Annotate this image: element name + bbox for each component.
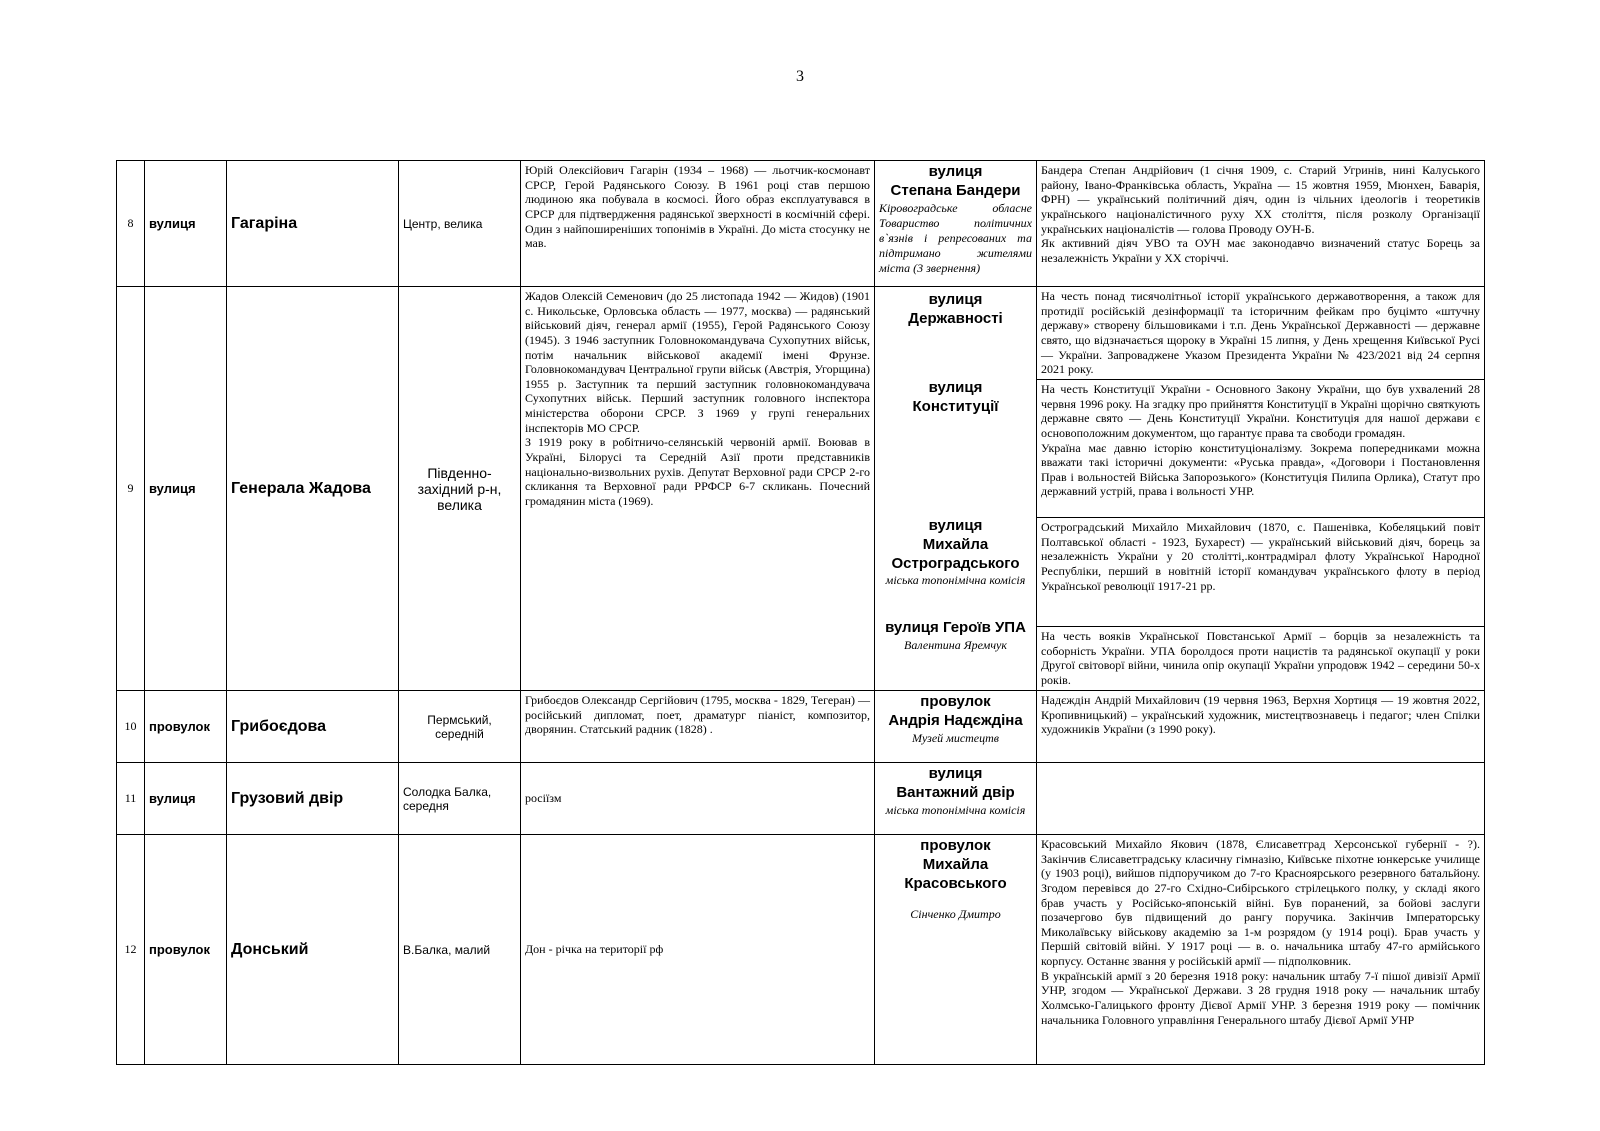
table-row [117,287,1485,691]
row-number: 10 [117,691,145,763]
table-row [117,161,1485,287]
location: Солодка Балка, середня [399,763,521,835]
object-type: вулиця [145,161,227,287]
location: В.Балка, малий [399,835,521,1065]
renaming-table [116,160,1485,1065]
proposed-full-name: вулиця Героїв УПА [885,619,1026,636]
row-number: 9 [117,287,145,691]
row-number: 12 [117,835,145,1065]
location: Пермський, середній [399,691,521,763]
justification: Красовський Михайло Якович (1878, Єлисаветград Херсонської губернії - ?). Закінчив Єлисаветградську класичну гімназію, Київське піхотне юнкерське училище (у 1903 році), вийшов підпоручиком до 7-го Красноярського резервного батальйону. Згодом перевівся до 27-го Східно-Сибірського стрілецького полку, у складі якого брав участь у Російсько-японській війні. Був поранений, за бойові заслуги позачергово був підвищений до рангу поручика. Закінчив Імператорську Миколаївську військову академію за 1-м розрядом (у 1914 році). Брав участь у Першій світовій війні. У 1917 році — в. о. начальника штабу 47-го армійського корпусу. Останнє звання у російській армії — підполковник. В українській армії з 20 березня 1918 року: начальник штабу 7-ї пішої дивізії Армії УНР, згодом — Української Держави. З 28 грудня 1918 року — начальник штабу Холмсько-Галицького фронту Дієвої Армії УНР. З березня 1919 року — помічник начальника Головного управління Генерального штабу Дієвої Армії УНР [1037,835,1485,1065]
proposed-type: вулиця [928,291,983,308]
proposer: Музей мистецтв [911,730,1000,745]
proposer: Кіровоградське обласне Товариство політичних в`язнів і репресованих та підтримано жителями міста (3 звернення) [879,200,1032,275]
row-number: 11 [117,763,145,835]
justification: Бандера Степан Андрійович (1 січня 1909, с. Старий Угринів, нині Калуського району, Івано-Франківська область, Україна — 15 жовтня 1959, Мюнхен, Баварія, ФРН) — український політичний діяч, один із чільних ідеологів і теоретиків українського націоналістичного руху XX століття, після розколу Організації українських націоналістів — голова Проводу ОУН-Б. Як активний діяч УВО та ОУН має законодавчо визначений статус Борець за незалежність України у XX сторіччі. [1037,161,1485,287]
proposed-names [875,287,1037,691]
name-description: Жадов Олексій Семенович (до 25 листопада 1942 — Жидов) (1901 с. Никольське, Орловська область — 1977, москва) — радянський військовий діяч, генерал армії (1955), Герой Радянського Союзу (1945). З 1946 заступник Головнокомандувача Сухопутних військ, потім начальник військової академії імені Фрунзе. Головнокомандувач Центральної групи військ (Австрія, Угорщина) 1955 р. Заступник та перший заступник головнокомандувача Сухопутних військ. Перший заступник головного інспектора міністерства оборони СРСР. З 1969 у групі генеральних інспекторів МО СРСР. З 1919 року в робітничо-селянській червоній армії. Воював в Україні, Білорусі та Середній Азії проти представників національно-визвольних рухів. Депутат Верховної ради СРСР 2-го скликання та Верховної ради РРФСР 6-7 скликань. Почесний громадянин міста (1969). [521,287,875,691]
current-name: Донський [227,835,399,1065]
name-description: Юрій Олексійович Гагарін (1934 – 1968) — льотчик-космонавт СРСР, Герой Радянського Союзу. В 1961 році став першою людиною яка побувала в космосі. Його образ експлуатувався в СРСР для підтвердження радянської зверхності в космічній сфері. Один з найпоширеніших топонімів в Україні. До міста стосунку не мав. [521,161,875,287]
proposed-title: Михайла Красовського [904,855,1007,892]
table-row [117,763,1485,835]
current-name: Гагаріна [227,161,399,287]
row-number: 8 [117,161,145,287]
proposed-type: вулиця [928,517,983,534]
proposed-name [875,835,1037,1065]
object-type: вулиця [145,763,227,835]
proposed-type: вулиця [928,163,983,180]
proposed-type: провулок [920,693,991,710]
name-description: Дон - річка на території рф [521,835,875,1065]
proposed-name [875,691,1037,763]
proposed-title: Вантажний двір [896,783,1015,801]
location: Центр, велика [399,161,521,287]
page-number: 3 [796,68,804,85]
proposed-title: Андрія Надєждіна [888,711,1023,729]
proposer: Сінченко Дмитро [910,907,1001,922]
justification [1037,763,1485,835]
proposed-title: Конституції [912,397,999,415]
name-description: Грибоєдов Олександр Сергійович (1795, москва - 1829, Тегеран) —російський дипломат, поет, драматург піаніст, композитор, дворянин. Статський радник (1828) . [521,691,875,763]
current-name: Генерала Жадова [227,287,399,691]
proposed-title: Степана Бандери [890,181,1021,199]
proposed-type: провулок [920,837,991,854]
object-type: вулиця [145,287,227,691]
proposed-type: вулиця [928,379,983,396]
proposed-title: Михайла Остроградського [891,535,1020,572]
proposed-title: Державності [908,309,1003,327]
location: Південно-західний р-н, велика [399,287,521,691]
justification: На честь понад тисячолітньої історії українського державотворення, а також для протидії російській дезінформації та історичним фейкам про буцімто «штучну державу» створену більшовиками і т.п. День Української Державності — державне свято, що відзначається щороку в Україні 15 липня, у День хрещення Київської Русі — України. Запроваджене Указом Президента України № 423/2021 від 24 серпня 2021 року. На честь Конституції України - Основного Закону України, що був ухвалений 28 червня 1996 року. На згадку про прийняття Конституції в Україні щорічно святкують державне свято — День Конституції України. Конституція для нашої держави є основоположним документом, що гарантує права та свободи громадян. Україна має давню історію конституціоналізму. Зокрема попередниками можна вважати такі історичні документи: «Руська правда», «Договори і Постановлення Прав і вольностей Війська Запорозького» (Конституція Пилипа Орлика), Статут про державний устрій, права і вольності УНР. Остроградський Михайло Михайлович (1870, с. Пашенівка, Кобеляцький повіт Полтавської області - 1923, Бухарест) — український військовий діяч, борець за незалежність України у 20 столітті,.контрадмірал флоту Української Народної Республіки, перший в новітній історії командувач українського флоту в період Української революції 1917-21 рр. На честь вояків Української Повстанської Армії – борців за незалежність та соборність України. УПА боролдося проти нацистів та радянської окупації у роки Другої світоворї війни, чинила опір окупації України упродовж 1942 – середини 50-х років. [1037,287,1485,691]
table-row [117,835,1485,1065]
proposer: міська топонімічна комісія [885,802,1026,817]
current-name: Грузовий двір [227,763,399,835]
object-type: провулок [145,835,227,1065]
justification: Надєждін Андрій Михайлович (19 червня 1963, Верхня Хортиця — 19 жовтня 2022, Кропивницький) – український художник, мистецтвознавець і педагог; член Спілки художників України (з 1990 року). [1037,691,1485,763]
proposed-name [875,161,1037,287]
proposer: міська топонімічна комісія [885,573,1026,588]
table-row [117,691,1485,763]
current-name: Грибоєдова [227,691,399,763]
proposed-type: вулиця [928,765,983,782]
proposed-name [875,763,1037,835]
object-type: провулок [145,691,227,763]
name-description: росіїзм [521,763,875,835]
proposer: Валентина Яремчук [904,637,1007,652]
